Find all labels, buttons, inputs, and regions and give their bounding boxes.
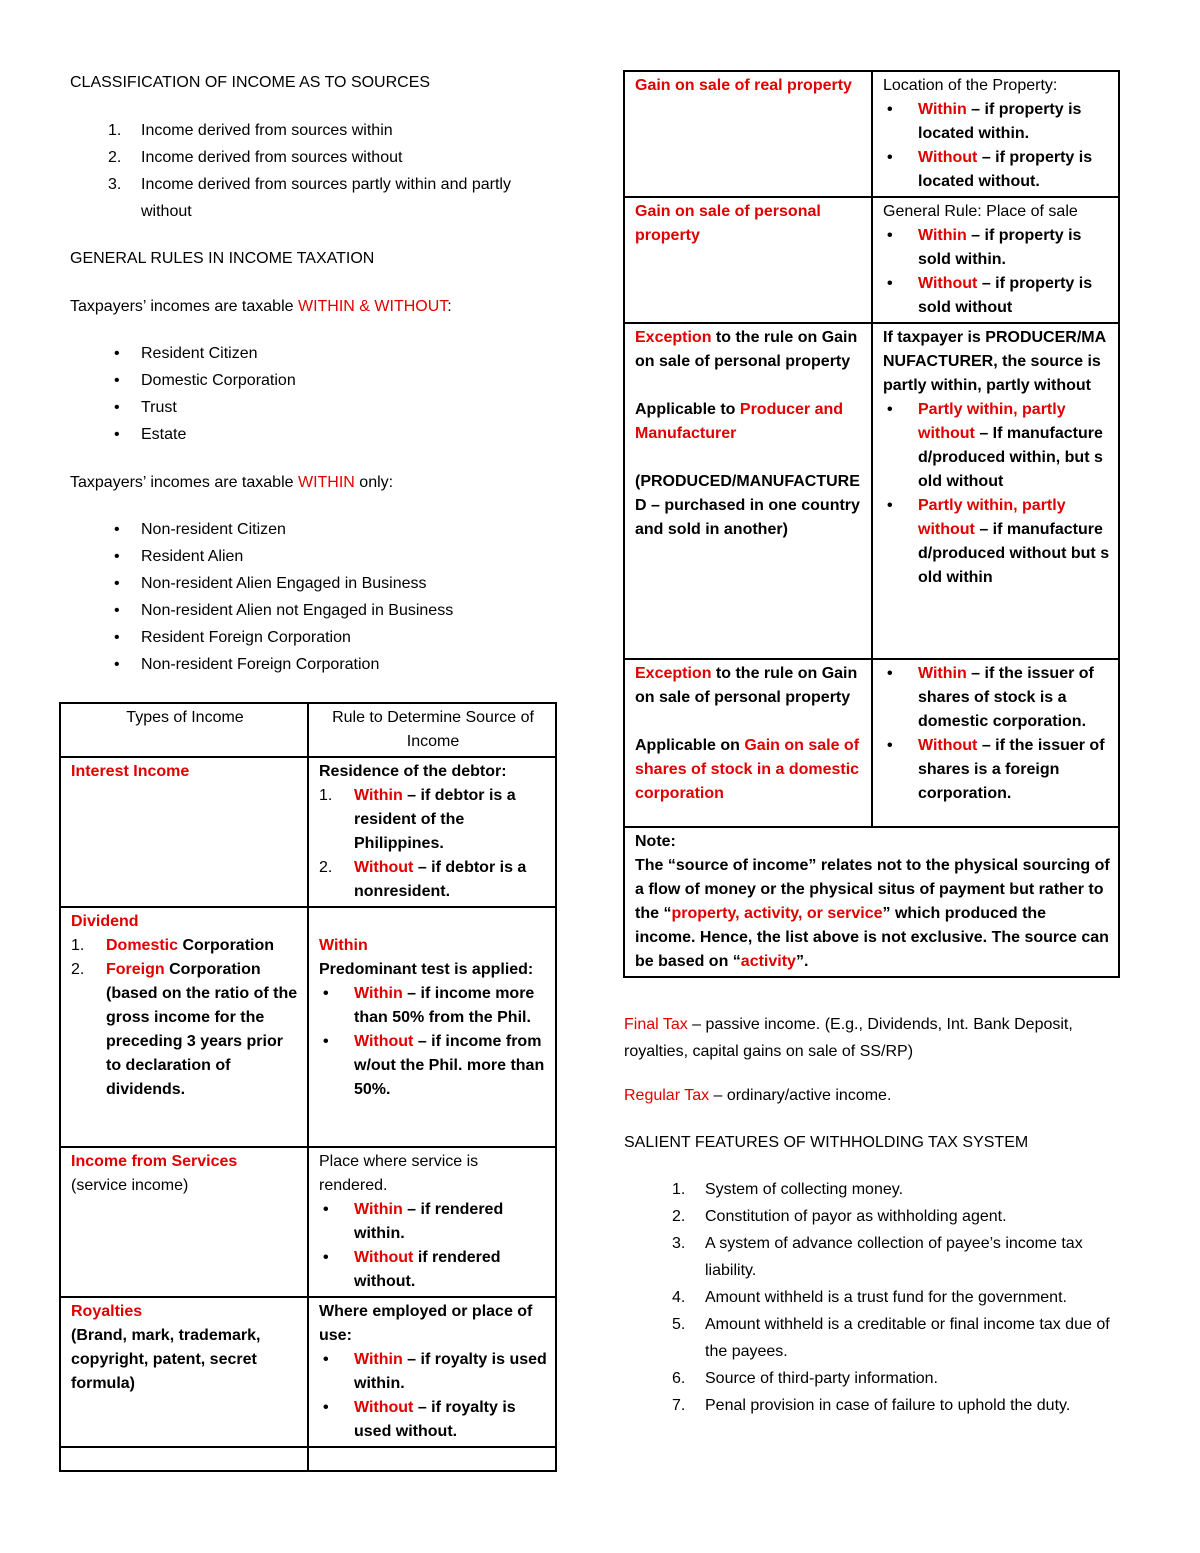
within-without-intro: Taxpayers’ incomes are taxable WITHIN & WITHOUT:: [70, 298, 452, 315]
empty-cell: [308, 1447, 556, 1471]
dividend-cell: Dividend 1. Domestic Corporation 2. Foreign Corporation (based on the ratio of the gross income for the preceding 3 years prior to declaration of dividends.: [60, 907, 308, 1147]
dividend-rule-cell: Within Predominant test is applied: • Within – if income more than 50% from the Phil. • Without – if income from w/out the Phil. more than 50%.: [308, 907, 556, 1147]
table-row: [60, 757, 556, 907]
interest-rule-cell: Residence of the debtor: 1. Within – if debtor is a resident of the Philippines. 2. Without – if debtor is a nonresident.: [308, 757, 556, 907]
empty-cell: [60, 1447, 308, 1471]
list-item: • Non-resident Citizen: [114, 521, 286, 538]
royalties-rule-cell: Where employed or place of use: • Within – if royalty is used within. • Without – if royalty is used without.: [308, 1297, 556, 1447]
within-only-intro: Taxpayers’ incomes are taxable WITHIN only:: [70, 474, 394, 491]
list-item: 2. Income derived from sources without: [108, 149, 403, 166]
list-item: • Estate: [114, 426, 187, 443]
classification-list: [70, 117, 556, 225]
income-source-table: [59, 702, 557, 1472]
real-property-rule-cell: Location of the Property: • Within – if property is located within. • Without – if property is located without.: [872, 71, 1119, 197]
table-row: [624, 827, 1119, 977]
services-cell: Income from Services (service income): [60, 1147, 308, 1297]
list-item: • Trust: [114, 399, 177, 416]
list-item: 3. A system of advance collection of payee’s income tax liability.: [672, 1235, 1083, 1279]
exception-producer-cell: Exception to the rule on Gain on sale of personal property Applicable to Producer and Manufacturer (PRODUCED/MANUFACTURED – purchased in one country and sold in another): [624, 323, 872, 659]
list-item: • Resident Citizen: [114, 345, 258, 362]
list-item: 5. Amount withheld is a creditable or final income tax due of the payees.: [672, 1316, 1110, 1360]
list-item: 3. Income derived from sources partly within and partly without: [108, 176, 511, 220]
table-row: [624, 71, 1119, 197]
interest-income-cell: Interest Income: [60, 757, 308, 907]
table-row: [60, 1297, 556, 1447]
list-item: 2. Constitution of payor as withholding agent.: [672, 1208, 1007, 1225]
list-item: 7. Penal provision in case of failure to uphold the duty.: [672, 1397, 1071, 1414]
header-rule: Rule to Determine Source of Income: [308, 703, 556, 757]
final-tax-paragraph: Final Tax – passive income. (E.g., Dividends, Int. Bank Deposit, royalties, capital gains on sale of SS/RP): [624, 1016, 1073, 1060]
table-row: [624, 323, 1119, 659]
list-item: • Non-resident Alien Engaged in Business: [114, 575, 427, 592]
property-source-table: [623, 70, 1120, 978]
classification-heading: CLASSIFICATION OF INCOME AS TO SOURCES: [70, 74, 431, 91]
header-types-of-income: Types of Income: [60, 703, 308, 757]
regular-tax-paragraph: Regular Tax – ordinary/active income.: [624, 1087, 892, 1104]
table-row: [60, 1147, 556, 1297]
list-item: 1. Income derived from sources within: [108, 122, 393, 139]
exception-shares-rule-cell: • Within – if the issuer of shares of stock is a domestic corporation. • Without – if the issuer of shares is a foreign corporation.: [872, 659, 1119, 827]
withholding-heading: SALIENT FEATURES OF WITHHOLDING TAX SYSTEM: [624, 1134, 1029, 1151]
note-cell: Note: The “source of income” relates not to the physical sourcing of a flow of money or the physical situs of payment but rather to the “property, activity, or service” which produced the income. Hence, the list above is not exclusive. The source can be based on “activity”.: [624, 827, 1119, 977]
table-row: [60, 703, 556, 757]
list-item: • Resident Alien: [114, 548, 244, 565]
royalties-cell: Royalties (Brand, mark, trademark, copyright, patent, secret formula): [60, 1297, 308, 1447]
list-item: • Non-resident Alien not Engaged in Business: [114, 602, 454, 619]
general-rules-heading: GENERAL RULES IN INCOME TAXATION: [70, 250, 375, 267]
withholding-features-list: [624, 1176, 1118, 1419]
table-row: [60, 907, 556, 1147]
real-property-cell: Gain on sale of real property: [624, 71, 872, 197]
list-item: 1. System of collecting money.: [672, 1181, 904, 1198]
list-item: • Non-resident Foreign Corporation: [114, 656, 380, 673]
list-item: 6. Source of third-party information.: [672, 1370, 938, 1387]
exception-shares-cell: Exception to the rule on Gain on sale of personal property Applicable on Gain on sale of shares of stock in a domestic corporation: [624, 659, 872, 827]
exception-producer-rule-cell: If taxpayer is PRODUCER/MANUFACTURER, the source is partly within, partly without • Partly within, partly without – If manufactured/produced within, but sold without • Partly within, partly without – if manufactured/produced without but sold within: [872, 323, 1119, 659]
services-rule-cell: Place where service is rendered. • Within – if rendered within. • Without if rendered without.: [308, 1147, 556, 1297]
table-row: [624, 659, 1119, 827]
table-row: [624, 197, 1119, 323]
within-only-list: [70, 516, 453, 678]
list-item: • Domestic Corporation: [114, 372, 296, 389]
table-row: [60, 1447, 556, 1471]
list-item: • Resident Foreign Corporation: [114, 629, 351, 646]
personal-property-rule-cell: General Rule: Place of sale • Within – if property is sold within. • Without – if property is sold without: [872, 197, 1119, 323]
within-without-list: [70, 340, 296, 448]
personal-property-cell: Gain on sale of personal property: [624, 197, 872, 323]
list-item: 4. Amount withheld is a trust fund for the government.: [672, 1289, 1067, 1306]
